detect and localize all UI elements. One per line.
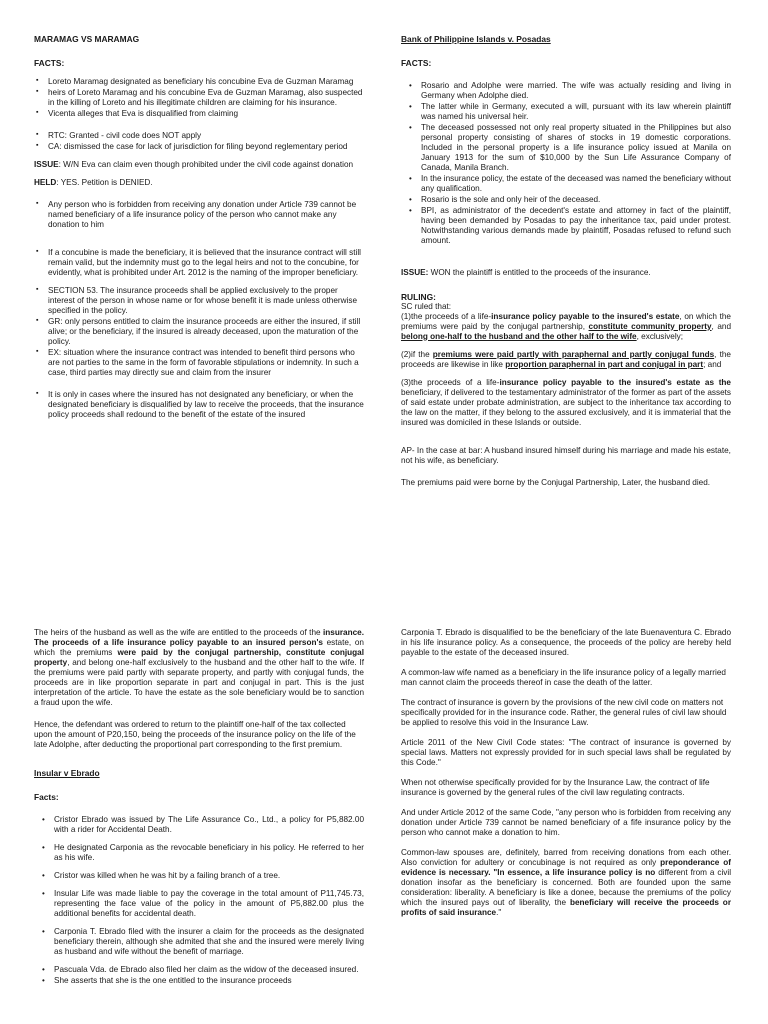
- heirs-paragraph: The heirs of the husband as well as the wife are entitled to the proceeds of the insurance. The proceeds of a life insurance policy payable to an insured person's estate, on which the premiums were paid by the conjugal partnership, constitute conjugal property, and belong one-half exclusively to the husband and the other half to the wife. If the premiums were paid partly with separate property, and partly with conjugal funds, the proceeds are in like proportion separate in part and conjugal in part. This is the just interpretation of the article. To have the estate as the sole beneficiary would be to sanction a fraud upon the wife.: [34, 628, 364, 707]
- maramag-held: HELD: YES. Petition is DENIED.: [34, 177, 153, 187]
- bpi-ap: AP- In the case at bar: A husband insured himself during his marriage and made his estate, not his wife, as beneficiary.: [401, 445, 731, 465]
- ebrado-p3: The contract of insurance is govern by the provisions of the new civil code on matters not specifically provided for in the insurance code. Rather, the general rules of civil law should be applied to resolve this void in the Insurance Law.: [401, 698, 727, 727]
- bpi-facts-list: [401, 81, 731, 246]
- list-item: • Pascuala Vda. de Ebrado also filed her claim as the widow of the deceased insured.: [54, 965, 364, 975]
- ebrado-p6: And under Article 2012 of the same Code, "any person who is forbidden from receiving any donation under Article 739 cannot be named beneficiary of a fife insurance policy by the person who cannot make a donation to him.: [401, 808, 731, 837]
- maramag-section: [34, 34, 364, 428]
- bpi-title: Bank of Philippine Islands v. Posadas: [401, 34, 551, 44]
- ebrado-p5: When not otherwise specifically provided for by the Insurance Law, the contract of life insurance is governed by the general rules of the civil law regulating contracts.: [401, 778, 710, 797]
- list-item: • Rosario is the sole and only heir of the deceased.: [421, 195, 731, 205]
- list-item: • Carponia T. Ebrado filed with the insurer a claim for the proceeds as the designated beneficiary therein, although she admited that she and the insured were merely living as husband and wife without the benefit of marriage.: [54, 927, 364, 957]
- list-item: • The deceased possessed not only real property situated in the Philippines but also personal property consisting of shares of stocks in 19 domestic corporations. Included in the personal property is a life insurance policy issued at Manila on January 1913 for the sum of $10,000 by the Sun Life Assurance Company of Canada, Manila Branch.: [421, 123, 731, 173]
- maramag-held-list: [34, 200, 364, 230]
- list-item: ▪ RTC: Granted - civil code does NOT apply: [48, 131, 364, 141]
- maramag-facts-label: FACTS:: [34, 58, 65, 69]
- list-item: ▪ Any person who is forbidden from receiving any donation under Article 739 cannot be named beneficiary of a life insurance policy of the person who cannot make any donation to him: [48, 200, 364, 230]
- maramag-held-list-2: [34, 248, 364, 378]
- maramag-issue: ISSUE: W/N Eva can claim even though prohibited under the civil code against donation: [34, 159, 354, 169]
- bpi-ruling-3: (3)the proceeds of a life-insurance policy payable to the insured's estate as the beneficiary, if delivered to the testamentary administrator of the former as part of the assets of said estate under probate administration, are subject to the inheritance tax according to the law on the matter, if they belong to the assured exclusively, and it is immaterial that the insured was domiciled in these Islands or outside.: [401, 377, 731, 427]
- bpi-ruling-label: RULING:: [401, 291, 436, 302]
- list-item: • Rosario and Adolphe were married. The wife was actually residing and living in Germany when Adolphe died.: [421, 81, 731, 101]
- continued-section: [34, 628, 364, 994]
- list-item: • She asserts that she is the one entitled to the insurance proceeds: [54, 976, 364, 986]
- list-item: • Insular Life was made liable to pay the coverage in the total amount of P11,745.73, representing the face value of the policy in the amount of P5,882.00 plus the additional benefits for accidental death.: [54, 889, 364, 919]
- list-item: ▪ Vicenta alleges that Eva is disqualified from claiming: [48, 109, 364, 119]
- list-item: • BPI, as administrator of the decedent's estate and attorney in fact of the plaintiff, having been demanded by Posadas to pay the inheritance tax, paid under protest. Notwithstanding various demands made by plaintiff, Posadas refused to refund such amount.: [421, 206, 731, 246]
- list-item: • Cristor was killed when he was hit by a failing branch of a tree.: [54, 871, 364, 881]
- ebrado-p1: Carponia T. Ebrado is disqualified to be the beneficiary of the late Buenaventura C. Ebrado in his life insurance policy. As a consequence, the proceeds of the policy are hereby held payable to the estate of the deceased insured.: [401, 628, 731, 657]
- list-item: ▪ Loreto Maramag designated as beneficiary his concubine Eva de Guzman Maramag: [48, 77, 364, 87]
- bpi-premiums: The premiums paid were borne by the Conjugal Partnership, Later, the husband died.: [401, 477, 711, 487]
- list-item: ▪ GR: only persons entitled to claim the insurance proceeds are either the insured, if still alive; or the beneficiary, if the insured is already deceased, upon the maturation of the policy.: [48, 317, 364, 347]
- list-item: ▪ heirs of Loreto Maramag and his concubine Eva de Guzman Maramag, also suspected in the killing of Loreto and his illegitimate children are claiming for his insurance.: [48, 88, 364, 108]
- bpi-issue: ISSUE: WON the plaintiff is entitled to the proceeds of the insurance.: [401, 267, 651, 277]
- bpi-facts-label: FACTS:: [401, 58, 432, 69]
- insular-title: Insular v Ebrado: [34, 768, 100, 778]
- maramag-proceedings-list: [34, 131, 364, 152]
- list-item: • In the insurance policy, the estate of the deceased was named the beneficiary without any qualification.: [421, 174, 731, 194]
- bpi-ruling-1: (1)the proceeds of a life-insurance policy payable to the insured's estate, on which the premiums were paid by the conjugal partnership, constitute community property, and belong one-half to the husband and the other half to the wife, exclusively;: [401, 311, 731, 341]
- ebrado-p7: Common-law spouses are, definitely, barred from receiving donations from each other. Also conviction for adultery or concubinage is not required as only preponderance of evidence is necessary. "In essence, a life insurance policy is no different from a civil donation insofar as the beneficiary is concerned. Both are founded upon the same consideration: liberality. A beneficiary is like a donee, because the premiums of the policy which the insured pays out of liberality, the beneficiary will receive the proceeds or profits of said insurance.": [401, 848, 732, 917]
- list-item: ▪ SECTION 53. The insurance proceeds shall be applied exclusively to the proper interest of the person in whose name or for whose benefit it is made unless otherwise specified in the policy.: [48, 286, 364, 316]
- hence-paragraph: Hence, the defendant was ordered to return to the plaintiff one-half of the tax collected upon the amount of P20,150, being the proceeds of the insurance policy on the life of the late Adolphe, after deducting the proportional part corresponding to the first premium.: [34, 720, 356, 749]
- list-item: ▪ It is only in cases where the insured has not designated any beneficiary, or when the designated beneficiary is disqualified by law to receive the proceeds, that the insurance policy proceeds shall redound to the benefit of the estate of the insured: [48, 390, 364, 420]
- bpi-ruling-intro: SC ruled that:: [401, 301, 452, 311]
- bpi-posadas-section: [401, 34, 731, 496]
- maramag-title: MARAMAG VS MARAMAG: [34, 34, 140, 44]
- insular-facts-list: [34, 815, 364, 986]
- bpi-ruling-2: (2)if the premiums were paid partly with paraphernal and partly conjugal funds, the proceeds are likewise in like proportion paraphernal in part and conjugal in part; and: [401, 349, 731, 369]
- list-item: • He designated Carponia as the revocable beneficiary in his policy. He referred to her as his wife.: [54, 843, 364, 863]
- list-item: • The latter while in Germany, executed a will, pursuant with its law wherein plaintiff was named his universal heir.: [421, 102, 731, 122]
- ebrado-p2: A common-law wife named as a beneficiary in the life insurance policy of a legally married man cannot claim the proceeds thereof in case the death of the latter.: [401, 668, 726, 687]
- ebrado-p4: Article 2011 of the New Civil Code states: "The contract of insurance is governed by special laws. Matters not expressly provided for in such special laws shall be regulated by this Code.": [401, 738, 731, 767]
- list-item: ▪ If a concubine is made the beneficiary, it is believed that the insurance contract will still remain valid, but the indemnity must go to the legal heirs and not to the concubine, for evidently, what is prohibited under Art. 2012 is the naming of the improper beneficiary.: [48, 248, 364, 278]
- ebrado-ruling-section: [401, 628, 731, 926]
- list-item: ▪ CA: dismissed the case for lack of jurisdiction for filing beyond reglementary period: [48, 142, 364, 152]
- list-item: ▪ EX: situation where the insurance contract was intended to benefit third persons who are not parties to the same in the form of favorable stipulations or indemnity. In such a case, third parties may directly sue and claim from the insurer: [48, 348, 364, 378]
- maramag-facts-list: [34, 77, 364, 119]
- list-item: • Cristor Ebrado was issued by The Life Assurance Co., Ltd., a policy for P5,882.00 with a rider for Accidental Death.: [54, 815, 364, 835]
- maramag-held-list-3: [34, 390, 364, 420]
- insular-facts-label: Facts:: [34, 792, 59, 803]
